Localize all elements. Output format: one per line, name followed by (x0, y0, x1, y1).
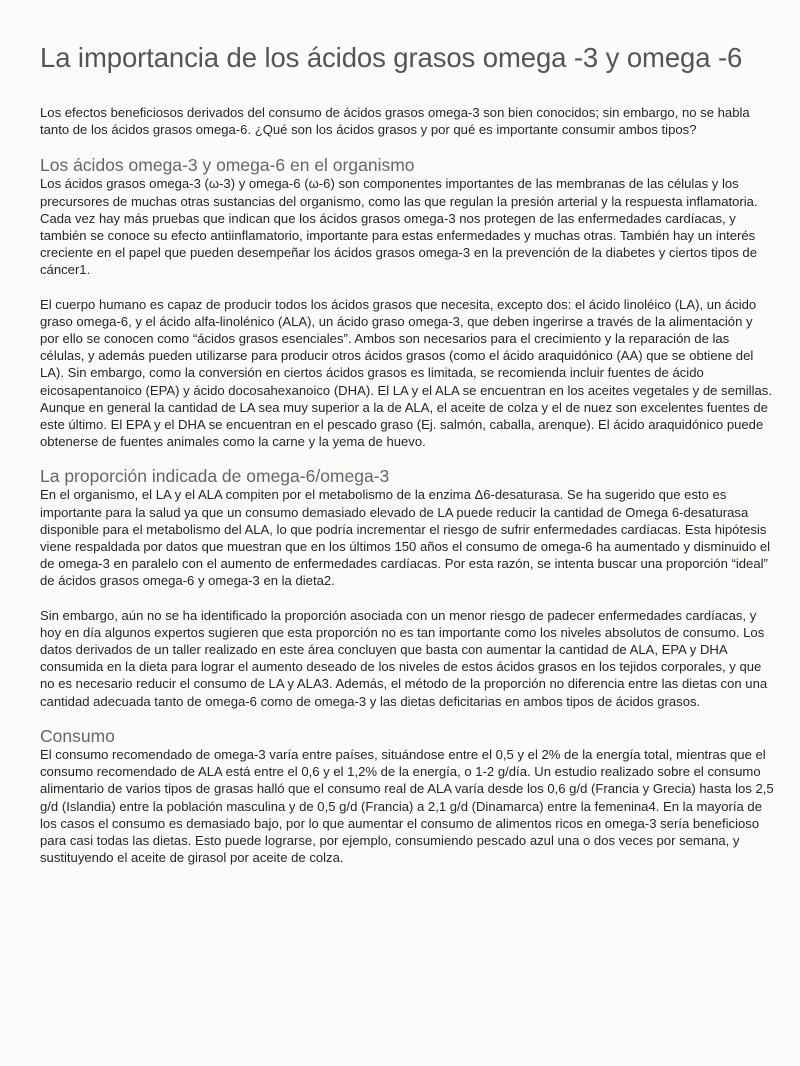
section-proporcion (40, 466, 775, 709)
section-heading: Consumo (40, 725, 115, 746)
body-paragraph: El cuerpo humano es capaz de producir todos los ácidos grasos que necesita, excepto dos: el ácido linoléico (LA), un ácido graso omega-6, y el ácido alfa-linolénico (ALA), un ácido graso omega-3, que deben ingerirse a través de la alimentación y por ello se conocen como “ácidos grasos esenciales”. Ambos son necesarios para el crecimiento y la reparación de las células, y además pueden utilizarse para producir otros ácidos grasos (como el ácido araquidónico (AA) que se obtiene del LA). Sin embargo, como la conversión en ciertos ácidos grasos es limitada, se recomienda incluir fuentes de ácido eicosapentanoico (EPA) y ácido docosahexanoico (DHA). El LA y el ALA se encuentran en los aceites vegetales y de semillas. Aunque en general la cantidad de LA sea muy superior a la de ALA, el aceite de colza y el de nuez son excelentes fuentes de este último. El EPA y el DHA se encuentran en el pescado graso (Ej. salmón, caballa, arenque). El ácido araquidónico puede obtenerse de fuentes animales como la carne y la yema de huevo. (40, 296, 772, 450)
document-page (40, 40, 775, 882)
section-heading: Los ácidos omega-3 y omega-6 en el organismo (40, 155, 415, 176)
section-heading: La proporción indicada de omega-6/omega-3 (40, 466, 390, 487)
body-paragraph: Los ácidos grasos omega-3 (ω-3) y omega-6 (ω-6) son componentes importantes de las membranas de las células y los precursores de muchas otras sustancias del organismo, como las que regulan la presión arterial y la respuesta inflamatoria. Cada vez hay más pruebas que indican que los ácidos grasos omega-3 nos protegen de las enfermedades cardíacas, y también se conoce su efecto antiinflamatorio, importante para estas enfermedades y muchas otras. También hay un interés creciente en el papel que pueden desempeñar los ácidos grasos omega-3 en la prevención de la diabetes y ciertos tipos de cáncer1. (40, 176, 758, 278)
intro-paragraph: Los efectos beneficiosos derivados del consumo de ácidos grasos omega-3 son bien conocidos; sin embargo, no se habla tanto de los ácidos grasos omega-6. ¿Qué son los ácidos grasos y por qué es importante consumir ambos tipos? (40, 105, 750, 138)
body-paragraph: El consumo recomendado de omega-3 varía entre países, situándose entre el 0,5 y el 2% de la energía total, mientras que el consumo recomendado de ALA está entre el 0,6 y el 1,2% de la energía, o 1-2 g/día. Un estudio realizado sobre el consumo alimentario de varios tipos de grasas halló que el consumo real de ALA varía desde los 0,6 g/d (Francia y Grecia) hasta los 2,5 g/d (Islandia) entre la población masculina y de 0,5 g/d (Francia) a 2,1 g/d (Dinamarca) entre la femenina4. En la mayoría de los casos el consumo es demasiado bajo, por lo que aumentar el consumo de alimentos ricos en omega-3 sería beneficioso para casi todas las dietas. Esto puede lograrse, por ejemplo, consumiendo pescado azul una o dos veces por semana, y sustituyendo el aceite de girasol por aceite de colza. (40, 746, 774, 866)
body-paragraph: Sin embargo, aún no se ha identificado la proporción asociada con un menor riesgo de padecer enfermedades cardíacas, y hoy en día algunos expertos sugieren que esta proporción no es tan importante como los niveles absolutos de consumo. Los datos derivados de un taller realizado en este área concluyen que basta con aumentar la cantidad de ALA, EPA y DHA consumida en la dieta para lograr el aumento deseado de los niveles de estos ácidos grasos en los tejidos corporales, y que no es necesario reducir el consumo de LA y ALA3. Además, el método de la proporción no diferencia entre las dietas con una cantidad adecuada tanto de omega-6 como de omega-3 y las dietas deficitarias en ambos tipos de ácidos grasos. (40, 607, 768, 709)
document-title: La importancia de los ácidos grasos omega -3 y omega -6 (40, 42, 743, 73)
section-consumo (40, 726, 775, 866)
section-omega-organismo (40, 155, 775, 450)
body-paragraph: En el organismo, el LA y el ALA compiten por el metabolismo de la enzima Δ6-desaturasa. Se ha sugerido que esto es importante para la salud ya que un consumo demasiado elevado de LA puede reducir la cantidad de Omega 6-desaturasa disponible para el metabolismo del ALA, lo que podría incrementar el riesgo de sufrir enfermedades cardíacas. Esta hipótesis viene respaldada por datos que muestran que en los últimos 150 años el consumo de omega-6 ha aumentado y disminuido el de omega-3 en paralelo con el aumento de enfermedades cardíacas. Por esta razón, se intenta buscar una proporción “ideal” de ácidos grasos omega-6 y omega-3 en la dieta2. (40, 487, 771, 589)
